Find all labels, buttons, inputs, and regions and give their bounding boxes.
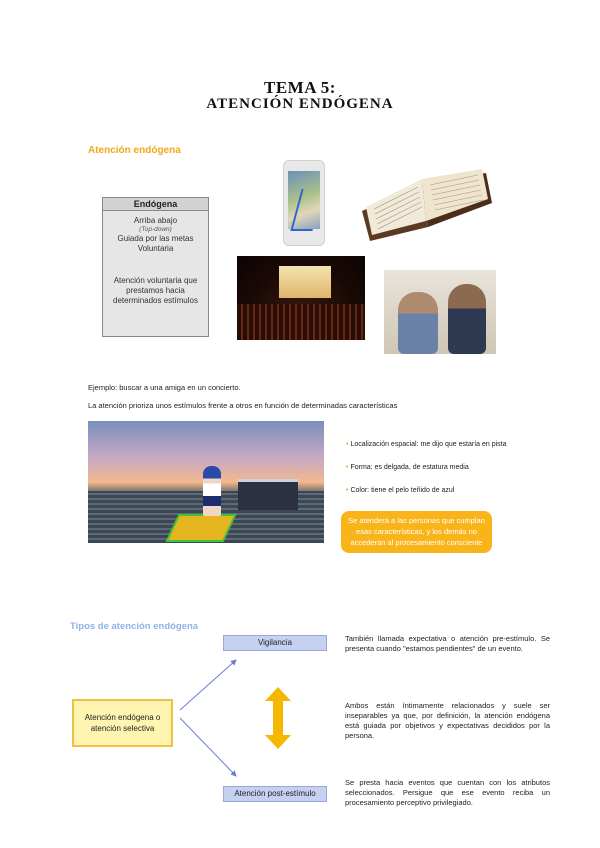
vigilancia-label: Vigilancia [223,635,327,651]
diagram-arrows [170,650,240,780]
bullet-color: • Color: tiene el pelo teñido de azul [346,487,454,494]
section-heading-tipos: Tipos de atención endógena [70,621,199,632]
page-title: TEMA 5: [264,78,336,97]
atencion-selectiva-box: Atención endógena o atención selectiva [72,699,173,747]
bullet-localizacion: • Localización espacial: me dijo que estaría en pista [346,441,507,448]
arrow-up-icon [180,660,236,710]
endogena-summary-box [102,197,209,337]
example-line: Ejemplo: buscar a una amiga en un concierto. [88,383,241,392]
box-line-guiada: Guiada por las metas [117,234,194,243]
box-line-top-down: (Top-down) [139,226,172,233]
page-subtitle: ATENCIÓN ENDÓGENA [206,96,394,112]
desc-relacion: Ambos están íntimamente relacionados y suele ser inseparables ya que, por definición, la atención endógena está guiada por objetivos y expectativas decididos por la persona. [345,701,550,740]
endogena-box-header: Endógena [103,198,208,211]
post-estimulo-label: Atención post-estímulo [223,786,327,802]
double-arrow-icon [265,687,291,749]
callout-box: Se atenderá a las personas que cumplan esas características, y los demás no accederán al procesamiento consciente [341,511,492,553]
bullet-forma: • Forma: es delgada, de estatura media [346,464,469,471]
conversation-photo [384,270,496,354]
concert-stadium-image [88,421,324,543]
box-line-voluntaria: Voluntaria [137,244,174,253]
box-description: Atención voluntaria que prestamos hacia determinados estímulos [113,276,198,305]
smartphone-map-image [283,160,325,246]
section-heading-endogena: Atención endógena [88,145,181,156]
box-line-arriba-abajo: Arriba abajo [133,216,178,225]
explanation-line: La atención prioriza unos estímulos frente a otros en función de determinadas características [88,401,398,410]
theater-audience-image [237,256,365,340]
arrow-down-icon [180,718,236,776]
open-book-image [358,163,496,243]
desc-post-estimulo: Se presta hacia eventos que cuentan con los atributos seleccionados. Persigue que ese evento reciba un procesamiento perceptivo privilegiado. [345,778,550,807]
desc-vigilancia: También llamada expectativa o atención pre-estímulo. Se presenta cuando "estamos pendientes" de un evento. [345,634,550,653]
